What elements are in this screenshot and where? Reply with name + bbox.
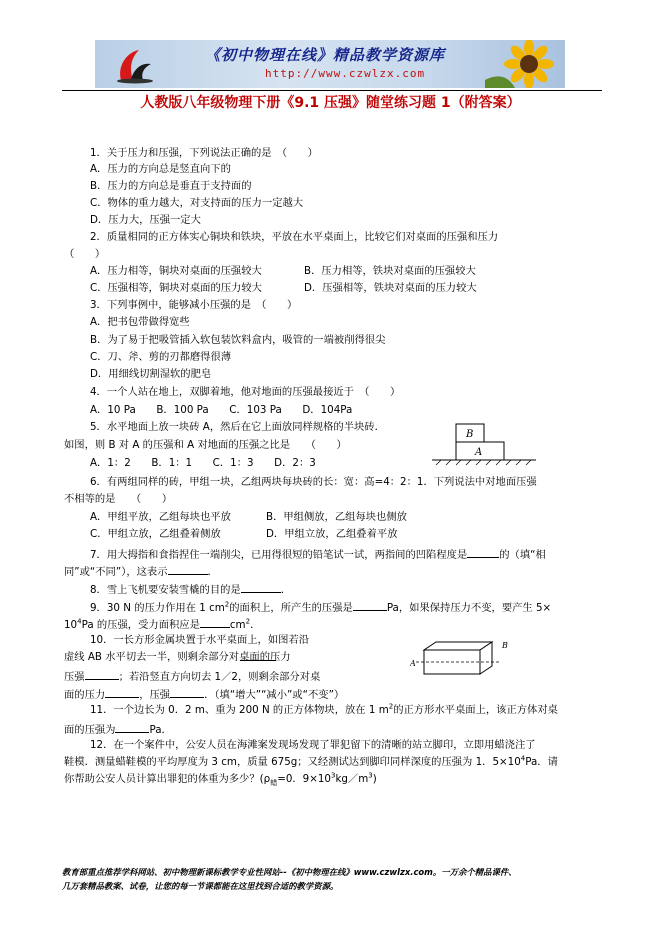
q7-text-d: ． <box>207 566 218 578</box>
label-a-fig10: A <box>410 659 416 668</box>
q3-option-a: A．把书包带做得宽些 <box>90 316 190 328</box>
q7-blank-1[interactable] <box>467 546 499 558</box>
banner-title: 《初中物理在线》精品教学资源库 <box>205 46 446 64</box>
q6-option-c: C．甲组立放，乙组叠着侧放 <box>90 528 221 540</box>
q10-line4 <box>64 686 344 702</box>
q10-text-c: 面的压力 <box>64 689 106 701</box>
q3-option-b: B．为了易于把吸管插入软包装饮料盒内，吸管的一端被削得很尖 <box>90 334 386 346</box>
q11-blank[interactable] <box>115 721 149 733</box>
q9-text-c: Pa，如果保持压力不变，要产生 5× <box>386 602 552 614</box>
brick-diagram <box>428 422 540 466</box>
q3-stem: 3．下列事例中，能够减小压强的是 （ ） <box>90 299 298 311</box>
q9-sup-a: 2 <box>224 600 230 609</box>
q9-line2 <box>64 616 260 632</box>
q10-blank-2[interactable] <box>85 668 119 680</box>
q10-blank-3[interactable] <box>105 686 139 698</box>
q10-line3 <box>64 668 320 684</box>
q12-sub: 蜡 <box>270 779 278 788</box>
q9-text-g: ． <box>250 619 261 631</box>
sunflower-icon <box>485 40 565 88</box>
q11-text-c: 面的压强为 <box>64 724 116 736</box>
q7-line2 <box>64 563 218 579</box>
header-rule <box>62 90 602 91</box>
q9-line1 <box>90 599 551 615</box>
q12-sup-b: 3 <box>330 771 336 780</box>
label-b: B <box>466 429 474 440</box>
site-logo-icon <box>113 46 153 84</box>
q7-blank-2[interactable] <box>168 563 208 575</box>
q4-stem: 4．一个人站在地上，双脚着地，他对地面的压强最接近于 （ ） <box>90 386 401 398</box>
q1-option-b: B．压力的方向总是垂直于支持面的 <box>90 180 252 192</box>
q12-text-e: kg／m <box>335 773 369 785</box>
q1-option-a: A．压力的方向总是竖直向下的 <box>90 163 231 175</box>
q2-stem-cont: （ ） <box>64 248 106 260</box>
q2-option-c: C．压强相等，铜块对桌面的压力较大 <box>90 282 262 294</box>
q10-text-e: ．（填“增大”“减小”或“不变”） <box>204 689 345 701</box>
q5-options: A．1：2 B．1：1 C．1：3 D．2：3 <box>90 457 316 469</box>
q9-text-d: 10 <box>64 619 78 631</box>
metal-block-diagram <box>410 636 520 684</box>
q10-line2: 虚线 AB 水平切去一半，则剩余部分对桌面的压力 <box>64 651 291 663</box>
q9-text-f: cm <box>229 619 246 631</box>
ground-hatch <box>436 460 531 465</box>
q12-text-c: 你帮助公安人员计算出罪犯的体重为多少？(ρ <box>64 773 271 785</box>
q12-line2 <box>64 756 558 769</box>
q8-text-b: ． <box>280 584 292 596</box>
q10-blank-4[interactable] <box>170 686 204 698</box>
q5-stem: 5．水平地面上放一块砖 A，然后在它上面放同样规格的半块砖． <box>90 421 385 433</box>
q12-text-b: Pa．请 <box>525 756 558 768</box>
q6-stem-cont: 不相等的是 （ ） <box>64 493 173 505</box>
header-banner <box>95 40 565 88</box>
q3-option-d: D．用细线切割湿软的肥皂 <box>90 368 212 380</box>
q9-text-e: Pa 的压强，受力面积应是 <box>81 619 200 631</box>
q10-text-a: 压强 <box>64 671 85 683</box>
q12-line1: 12．在一个案件中，公安人员在海滩案发现场发现了罪犯留下的清晰的站立脚印，立即用蜡浇注了 <box>90 739 536 751</box>
q8-line <box>90 581 291 597</box>
q1-option-c: C．物体的重力越大，对支持面的压力一定越大 <box>90 197 304 209</box>
q6-option-b: B．甲组侧放，乙组每块也侧放 <box>266 511 407 523</box>
label-a: A <box>475 447 483 458</box>
q9-sup-c: 2 <box>245 617 251 626</box>
banner-url[interactable]: http://www.czwlzx.com <box>265 67 426 80</box>
q11-sup: 2 <box>388 702 394 711</box>
q2-stem: 2．质量相同的正方体实心铜块和铁块，平放在水平桌面上，比较它们对桌面的压强和压力 <box>90 231 499 243</box>
q12-sup-a: 4 <box>520 754 526 763</box>
q2-option-a: A．压力相等，铜块对桌面的压强较大 <box>90 265 262 277</box>
q10-text-d: ，压强 <box>139 689 171 701</box>
q3-option-c: C．刀、斧、剪的刃都磨得很薄 <box>90 351 232 363</box>
q9-blank-2[interactable] <box>200 616 230 628</box>
q9-sup-b: 4 <box>77 617 82 626</box>
q4-options: A．10 Pa B．100 Pa C．103 Pa D．104Pa <box>90 404 353 416</box>
q10-line1: 10．一长方形金属块置于水平桌面上，如图若沿 <box>90 634 310 646</box>
q12-sup-c: 3 <box>368 771 373 780</box>
q10-text-b: ；若沿竖直方向切去 1／2，则剩余部分对桌 <box>118 671 321 683</box>
q12-line3 <box>64 773 377 786</box>
q7-text-c: 同”或“不同”），这表示 <box>64 566 168 578</box>
q1-stem: 1．关于压力和压强，下列说法正确的是 （ ） <box>90 147 318 159</box>
q6-option-d: D．甲组立放，乙组叠着平放 <box>266 528 398 540</box>
q1-option-d: D．压力大，压强一定大 <box>90 214 201 226</box>
q12-text-d: =0．9×10 <box>277 773 331 785</box>
q5-stem-cont: 如图，则 B 对 A 的压强和 A 对地面的压强之比是 （ ） <box>64 439 347 451</box>
q12-text-f: ) <box>372 773 377 785</box>
q7-text-a: 7．用大拇指和食指捏住一端削尖，已用得很短的铅笔试一试，两指间的凹陷程度是 <box>90 549 468 561</box>
q11-line2 <box>64 721 172 737</box>
q8-text-a: 8．雪上飞机要安装雪橇的目的是 <box>90 584 241 596</box>
q6-option-a: A．甲组平放，乙组每块也平放 <box>90 511 231 523</box>
q9-text-a: 9．30 N 的压力作用在 1 cm <box>90 602 225 614</box>
q8-blank[interactable] <box>241 581 281 593</box>
q9-blank-1[interactable] <box>353 599 387 611</box>
q7-line1 <box>90 546 546 562</box>
footer-line-2: 几万套精品教案、试卷，让您的每一节课都能在这里找到合适的教学资源。 <box>62 881 339 891</box>
q11-text-b: 的正方形水平桌面上，该正方体对桌 <box>393 704 558 716</box>
q6-stem: 6．有两组同样的砖，甲组一块，乙组两块每块砖的长：宽：高=4：2：1．下列说法中对地面压强 <box>90 476 537 488</box>
q7-text-b: 的（填“相 <box>499 549 546 561</box>
q2-option-d: D．压强相等，铁块对桌面的压力较大 <box>304 282 477 294</box>
q11-text-d: Pa． <box>149 724 172 736</box>
q10-blank-1[interactable] <box>240 649 276 661</box>
page-title: 人教版八年级物理下册《9.1 压强》随堂练习题 1（附答案） <box>140 95 521 111</box>
q11-line1 <box>90 704 558 717</box>
q12-text-a: 鞋模．测量蜡鞋模的平均厚度为 3 cm，质量 675g；又经测试达到脚印同样深度的压强为 1．5×10 <box>64 756 521 768</box>
label-b-fig10: B <box>502 641 508 650</box>
q11-text-a: 11．一个边长为 0．2 m、重为 200 N 的正方体物块，放在 1 m <box>90 704 389 716</box>
q2-option-b: B．压力相等，铁块对桌面的压强较大 <box>304 265 476 277</box>
footer-line-1: 教育部重点推荐学科网站、初中物理新课标教学专业性网站--《初中物理在线》www.czwlzx.com。一万余个精品课件、 <box>62 867 517 877</box>
q9-text-b: 的面积上，所产生的压强是 <box>229 602 353 614</box>
